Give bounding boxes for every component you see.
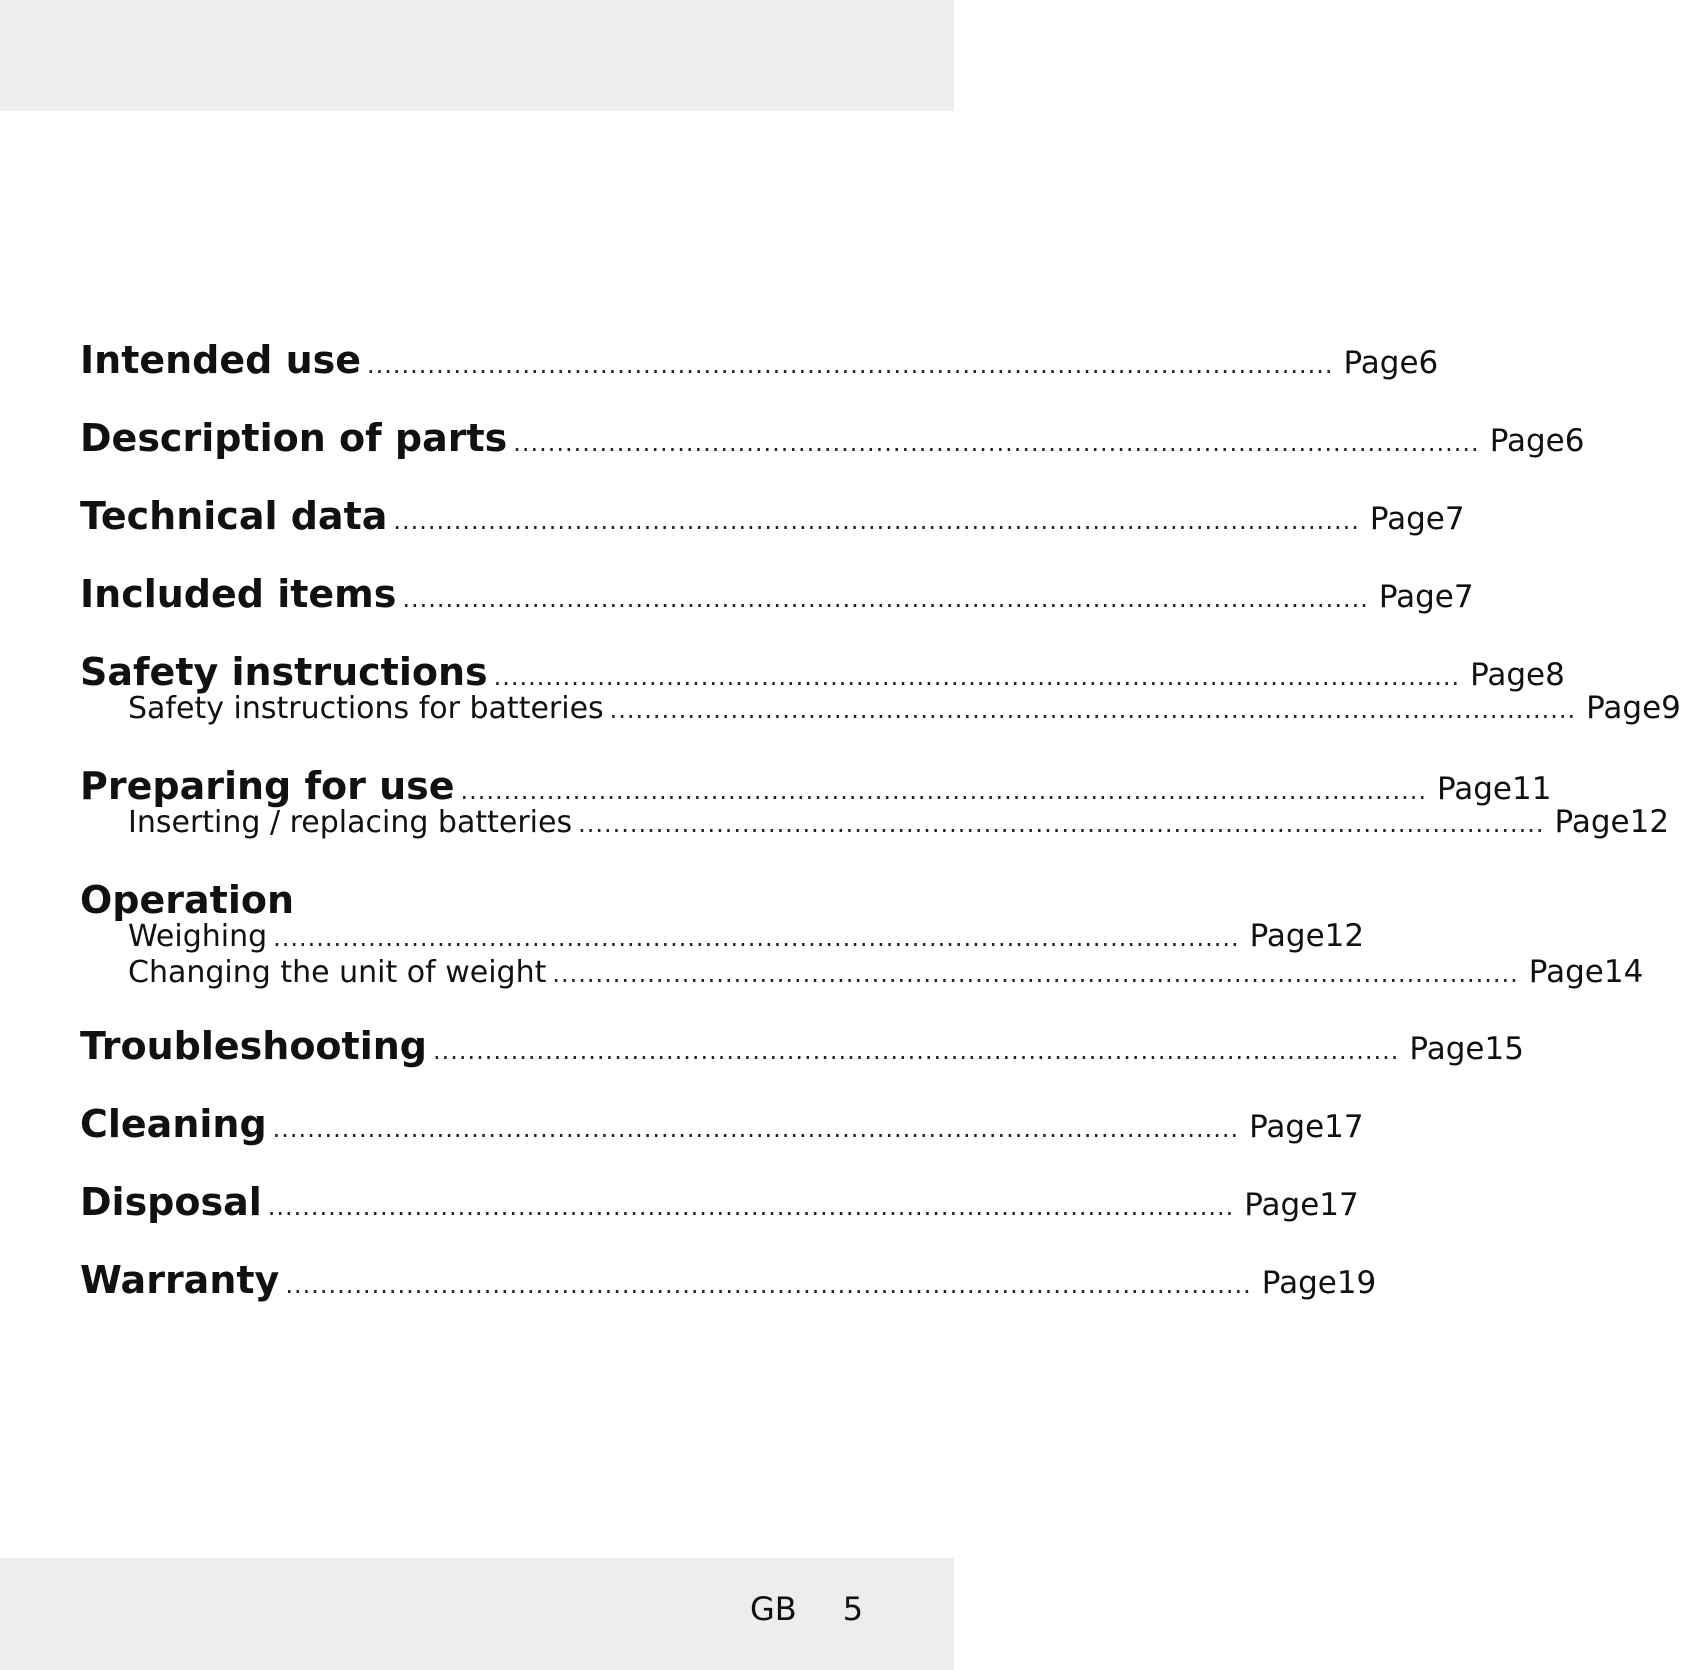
leader-dots: ................................................................................................................: [432, 1037, 1400, 1065]
page-label: Page: [1369, 501, 1445, 537]
top-margin-band: [0, 0, 954, 111]
page-number: 8: [1545, 657, 1565, 693]
page-number: 11: [1512, 771, 1552, 807]
toc-subentry-title: Changing the unit of weight: [128, 955, 547, 990]
toc-section-intended-use: [80, 338, 1439, 382]
leader-dots: ................................................................................................................: [393, 507, 1360, 535]
toc-entry[interactable]: [80, 1180, 1359, 1224]
toc-entry[interactable]: [80, 764, 1552, 808]
toc-entry[interactable]: [80, 1258, 1377, 1302]
toc-entry[interactable]: [80, 572, 1474, 616]
toc-section-safety-instructions: [80, 650, 1681, 730]
toc-entry-title: Warranty: [80, 1258, 280, 1302]
page-number: 14: [1603, 954, 1644, 990]
page-number: 12: [1324, 918, 1365, 954]
page-label: Page: [1586, 690, 1662, 726]
page-label: Page: [1409, 1031, 1485, 1067]
toc-entry-title: Safety instructions: [80, 650, 488, 694]
page-number: 9: [1661, 690, 1681, 726]
page-label: Page: [1489, 423, 1565, 459]
leader-dots: ................................................................................................................: [267, 1193, 1235, 1221]
language-code: GB: [750, 1590, 797, 1628]
page-label: Page: [1244, 1187, 1320, 1223]
leader-dots: ................................................................................................................: [285, 1271, 1252, 1299]
toc-section-preparing-for-use: [80, 764, 1670, 844]
page-number: 7: [1444, 501, 1465, 537]
toc-entry-title: Troubleshooting: [80, 1024, 427, 1068]
toc-section-warranty: [80, 1258, 1377, 1302]
toc-entry-title: Included items: [80, 572, 397, 616]
toc-entry-title: Disposal: [80, 1180, 262, 1224]
toc-section-disposal: [80, 1180, 1359, 1224]
page-label: Page: [1249, 1109, 1325, 1145]
footer-page-number: 5: [842, 1590, 864, 1628]
table-of-contents: [80, 338, 1681, 1336]
toc-entry-title: Operation: [80, 878, 295, 922]
page-label: Page: [1470, 657, 1546, 693]
page-number: 17: [1324, 1109, 1364, 1145]
toc-subentry-title: Inserting / replacing batteries: [128, 805, 573, 840]
toc-subentry[interactable]: [80, 804, 1670, 844]
toc-section-troubleshooting: [80, 1024, 1524, 1068]
leader-dots: ................................................................................................................: [578, 810, 1545, 838]
toc-section-description-of-parts: [80, 416, 1585, 460]
page-number: 7: [1453, 579, 1474, 615]
toc-entry-title: Description of parts: [80, 416, 508, 460]
page-label: Page: [1554, 804, 1630, 840]
toc-entry[interactable]: [80, 338, 1439, 382]
leader-dots: ................................................................................................................: [273, 924, 1240, 952]
page-label: Page: [1436, 771, 1513, 807]
toc-subentry-title: Weighing: [128, 919, 268, 954]
page-number: 12: [1629, 804, 1670, 840]
toc-section-operation: [80, 878, 1644, 994]
toc-entry-title: Technical data: [80, 494, 388, 538]
toc-subentry-title: Safety instructions for batteries: [128, 691, 604, 726]
page-number: 6: [1418, 345, 1439, 381]
toc-entry-title: Cleaning: [80, 1102, 267, 1146]
leader-dots: ................................................................................................................: [493, 663, 1461, 691]
page-label: Page: [1261, 1265, 1337, 1301]
toc-entry[interactable]: [80, 494, 1465, 538]
toc-section-included-items: [80, 572, 1474, 616]
toc-subentry[interactable]: [80, 954, 1644, 994]
page-label: Page: [1378, 579, 1454, 615]
toc-subentry[interactable]: [80, 690, 1681, 730]
leader-dots: ................................................................................................................: [367, 351, 1334, 379]
leader-dots: ................................................................................................................: [272, 1115, 1240, 1143]
page-label: Page: [1528, 954, 1604, 990]
toc-entry-title: Intended use: [80, 338, 362, 382]
leader-dots: ................................................................................................................: [460, 777, 1427, 805]
toc-entry[interactable]: [80, 650, 1565, 694]
page-number: 6: [1564, 423, 1585, 459]
leader-dots: ................................................................................................................: [552, 960, 1519, 988]
page-label: Page: [1249, 918, 1325, 954]
leader-dots: ................................................................................................................: [609, 696, 1577, 724]
toc-section-technical-data: [80, 494, 1465, 538]
toc-entry-title: Preparing for use: [80, 764, 455, 808]
toc-section-cleaning: [80, 1102, 1364, 1146]
page-number: 15: [1484, 1031, 1524, 1067]
page-number: 17: [1319, 1187, 1359, 1223]
toc-entry[interactable]: [80, 878, 874, 922]
leader-dots: ................................................................................................................: [402, 585, 1369, 613]
toc-entry[interactable]: [80, 416, 1585, 460]
leader-dots: ................................................................................................................: [513, 429, 1480, 457]
toc-entry[interactable]: [80, 1024, 1524, 1068]
toc-entry[interactable]: [80, 1102, 1364, 1146]
toc-subentry[interactable]: [80, 918, 1365, 958]
page-number: 19: [1336, 1265, 1377, 1301]
page-footer: [750, 1590, 863, 1628]
page-label: Page: [1343, 345, 1419, 381]
